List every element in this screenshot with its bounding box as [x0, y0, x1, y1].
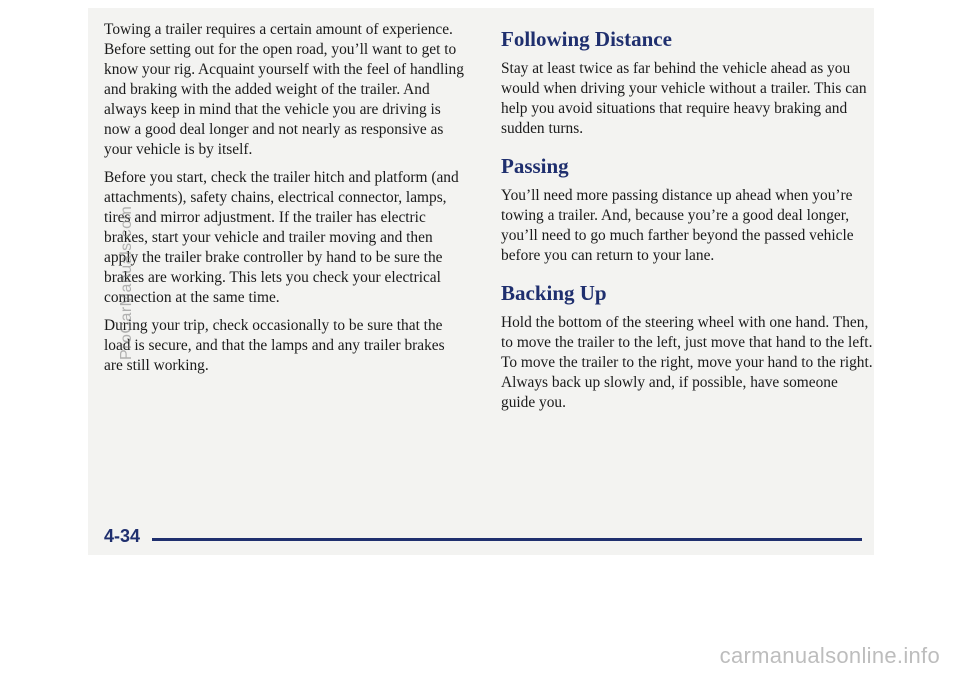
paragraph-pre-trip-check: Before you start, check the trailer hitch and platform (and attachments), safety chains, electrical connector, lamps, tires and mirror adjustment. If the trailer has electric brakes, start your vehicle and trailer moving and then apply the trailer brake controller by hand to be sure the brakes are working. This lets you check your electrical connection at the same time.: [104, 169, 459, 306]
heading-following-distance: Following Distance: [501, 27, 672, 51]
body-following-distance: Stay at least twice as far behind the vehicle ahead as you would when driving your vehicle without a trailer. This can help you avoid situations that require heavy braking and sudden turns.: [501, 60, 867, 137]
left-column: [104, 20, 466, 384]
section-passing: [501, 153, 873, 266]
body-backing-up: Hold the bottom of the steering wheel with one hand. Then, to move the trailer to the left, just move that hand to the left. To move the trailer to the right, move your hand to the right. Always back up slowly and, if possible, have someone guide you.: [501, 314, 873, 411]
right-column: [501, 26, 873, 427]
section-backing-up: [501, 280, 873, 413]
bottom-watermark: carmanualsonline.info: [719, 643, 940, 668]
heading-passing: Passing: [501, 154, 569, 178]
body-passing: You’ll need more passing distance up ahead when you’re towing a trailer. And, because you’re a good deal longer, you’ll need to go much farther beyond the passed vehicle before you can return to your lane.: [501, 187, 854, 264]
paragraph-during-trip: During your trip, check occasionally to be sure that the load is secure, and that the lamps and any trailer brakes are still working.: [104, 317, 445, 374]
side-watermark: ProCarManuals.com: [118, 205, 135, 360]
page-number: 4-34: [104, 526, 141, 546]
page-footer: [104, 526, 872, 550]
manual-page: [88, 8, 874, 555]
footer-divider: [152, 538, 862, 541]
heading-backing-up: Backing Up: [501, 281, 607, 305]
section-following-distance: [501, 26, 873, 139]
paragraph-towing-experience: Towing a trailer requires a certain amount of experience. Before setting out for the open road, you’ll want to get to know your rig. Acquaint yourself with the feel of handling and braking with the added weight of the trailer. And always keep in mind that the vehicle you are driving is now a good deal longer and not nearly as responsive as your vehicle is by itself.: [104, 21, 464, 158]
